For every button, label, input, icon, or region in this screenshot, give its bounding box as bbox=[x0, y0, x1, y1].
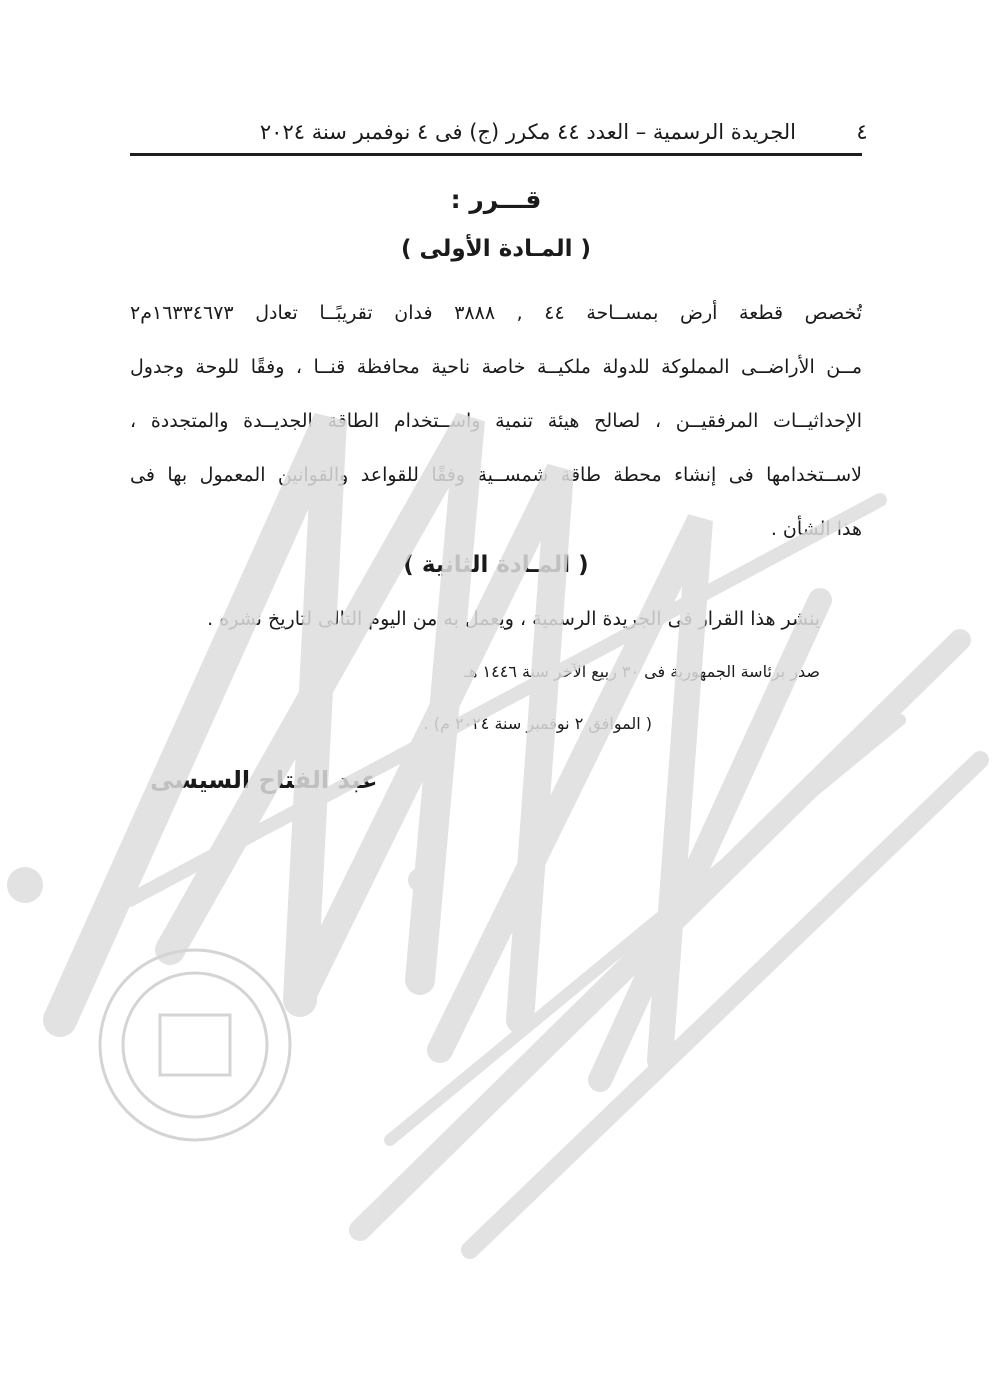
watermark-stroke bbox=[440, 520, 700, 1060]
article-1-line: لاســتخدامها فى إنشاء محطة طاقة شمســية وفقًا للقواعد والقوانين المعمول بها فى bbox=[130, 464, 862, 486]
issued-line: صدر برئاسة الجمهورية فى ٣٠ ربيع الآخر سنة ١٤٤٦ هـ bbox=[464, 662, 820, 681]
article-2-heading: ( المـادة الثانية ) bbox=[403, 552, 589, 578]
header-rule bbox=[130, 153, 862, 156]
equivalent-date-line: ( الموافق ٢ نوفمبر سنة ٢٠٢٤ م) . bbox=[423, 714, 652, 733]
article-1-line: مــن الأراضــى المملوكة للدولة ملكيــة خاصة ناحية محافظة قنــا ، وفقًا للوحة وجدول bbox=[130, 356, 862, 378]
article-1-body bbox=[130, 286, 862, 556]
article-1-line: تُخصص قطعة أرض بمســاحة ٤٤ , ٣٨٨٨ فدان تقريبًــا تعادل ١٦٣٣٤٦٧٣م٢ bbox=[130, 302, 862, 324]
page-number: ٤ bbox=[856, 120, 868, 144]
decision-heading: قـــرر : bbox=[450, 185, 542, 214]
article-2-body: ينشر هذا القرار فى الجريدة الرسمية ، ويعمل به من اليوم التالى لتاريخ نشره . bbox=[207, 608, 820, 630]
article-1-line: الإحداثيــات المرفقيــن ، لصالح هيئة تنمية واســتخدام الطاقة الجديــدة والمتجددة ، bbox=[130, 410, 862, 432]
watermark-dot bbox=[7, 867, 43, 903]
header-title: الجريدة الرسمية – العدد ٤٤ مكرر (ج) فى ٤ نوفمبر سنة ٢٠٢٤ bbox=[259, 120, 796, 144]
watermark-dot bbox=[408, 868, 432, 892]
page-header bbox=[130, 112, 868, 152]
watermark-stroke bbox=[390, 720, 900, 1140]
article-1-line: هذا الشأن . bbox=[770, 518, 862, 540]
seal-graphic bbox=[100, 950, 290, 1140]
article-1-heading: ( المـادة الأولى ) bbox=[400, 236, 592, 262]
watermark-stroke bbox=[470, 760, 980, 1250]
signature: عبد الفتاح السيسى bbox=[150, 766, 378, 794]
